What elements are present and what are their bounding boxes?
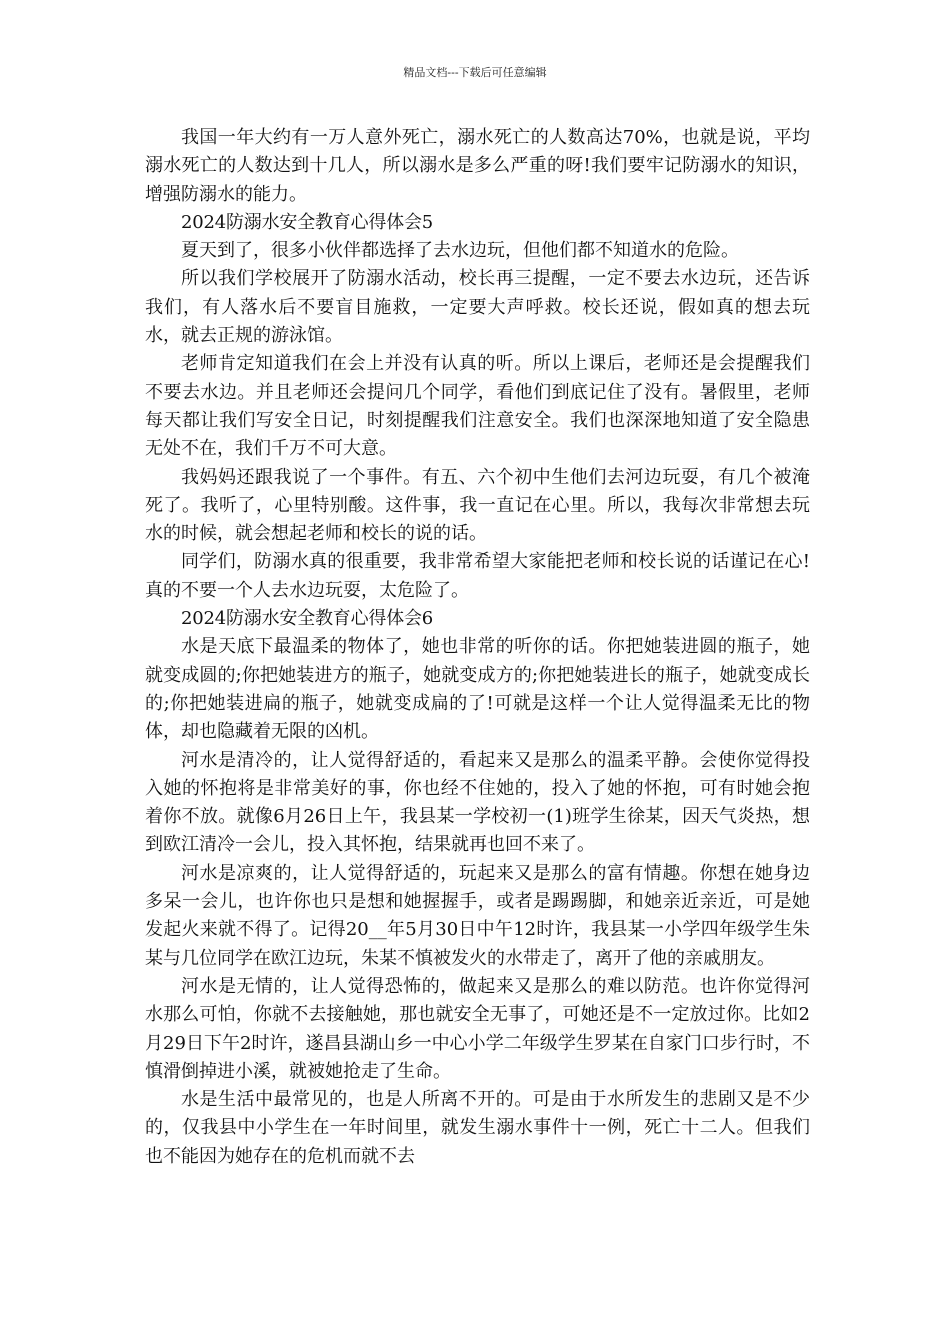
document-body	[145, 124, 810, 1171]
paragraph: 水是生活中最常见的，也是人所离不开的。可是由于水所发生的悲剧又是不少的，仅我县中小学生在一年时间里，就发生溺水事件十一例，死亡十二人。但我们也不能因为她存在的危机而就不去	[145, 1089, 810, 1167]
paragraph: 河水是无情的，让人觉得恐怖的，做起来又是那么的难以防范。也许你觉得河水那么可怕，你就不去接触她，那也就安全无事了，可她还是不一定放过你。比如2月29日下午2时许，遂昌县湖山乡一中心小学二年级学生罗某在自家门口步行时，不慎滑倒掉进小溪，就被她抢走了生命。	[145, 975, 810, 1082]
paragraph: 河水是清冷的，让人觉得舒适的，看起来又是那么的温柔平静。会使你觉得投入她的怀抱将是非常美好的事，你也经不住她的，投入了她的怀抱，可有时她会抱着你不放。就像6月26日上午，我县某一学校初一(1)班学生徐某，因天气炎热，想到欧江清冷一会儿，投入其怀抱，结果就再也回不来了。	[145, 749, 810, 856]
paragraph: 同学们，防溺水真的很重要，我非常希望大家能把老师和校长说的话谨记在心!真的不要一个人去水边玩耍，太危险了。	[145, 551, 810, 601]
page-header: 精品文档---下载后可任意编辑	[403, 66, 547, 79]
paragraph: 河水是凉爽的，让人觉得舒适的，玩起来又是那么的富有情趣。你想在她身边多呆一会儿，也许你也只是想和她握握手，或者是踢踢脚，和她亲近亲近，可是她发起火来就不得了。记得20__年5月30日中午12时许，我县某一小学四年级学生朱某与几位同学在欧江边玩，朱某不慎被发火的水带走了，离开了他的亲戚朋友。	[145, 862, 810, 969]
paragraph: 我妈妈还跟我说了一个事件。有五、六个初中生他们去河边玩耍，有几个被淹死了。我听了，心里特别酸。这件事，我一直记在心里。所以，我每次非常想去玩水的时候，就会想起老师和校长的说的话。	[145, 466, 810, 545]
paragraph: 水是天底下最温柔的物体了，她也非常的听你的话。你把她装进圆的瓶子，她就变成圆的;你把她装进方的瓶子，她就变成方的;你把她装进长的瓶子，她就变成长的;你把她装进扁的瓶子，她就变成扁的了!可就是这样一个让人觉得温柔无比的物体，却也隐藏着无限的凶机。	[145, 636, 810, 743]
section-heading: 2024防溺水安全教育心得体会5	[181, 211, 434, 233]
paragraph: 所以我们学校展开了防溺水活动，校长再三提醒，一定不要去水边玩，还告诉我们，有人落水后不要盲目施救，一定要大声呼救。校长还说，假如真的想去玩水，就去正规的游泳馆。	[145, 268, 810, 347]
paragraph: 我国一年大约有一万人意外死亡，溺水死亡的人数高达70%，也就是说，平均溺水死亡的人数达到十几人，所以溺水是多么严重的呀!我们要牢记防溺水的知识，增强防溺水的能力。	[145, 127, 810, 205]
paragraph: 夏天到了，很多小伙伴都选择了去水边玩，但他们都不知道水的危险。	[181, 240, 739, 262]
paragraph: 老师肯定知道我们在会上并没有认真的听。所以上课后，老师还是会提醒我们不要去水边。并且老师还会提问几个同学，看他们到底记住了没有。暑假里，老师每天都让我们写安全日记，时刻提醒我们注意安全。我们也深深地知道了安全隐患无处不在，我们千万不可大意。	[145, 353, 810, 460]
section-heading: 2024防溺水安全教育心得体会6	[181, 608, 434, 630]
